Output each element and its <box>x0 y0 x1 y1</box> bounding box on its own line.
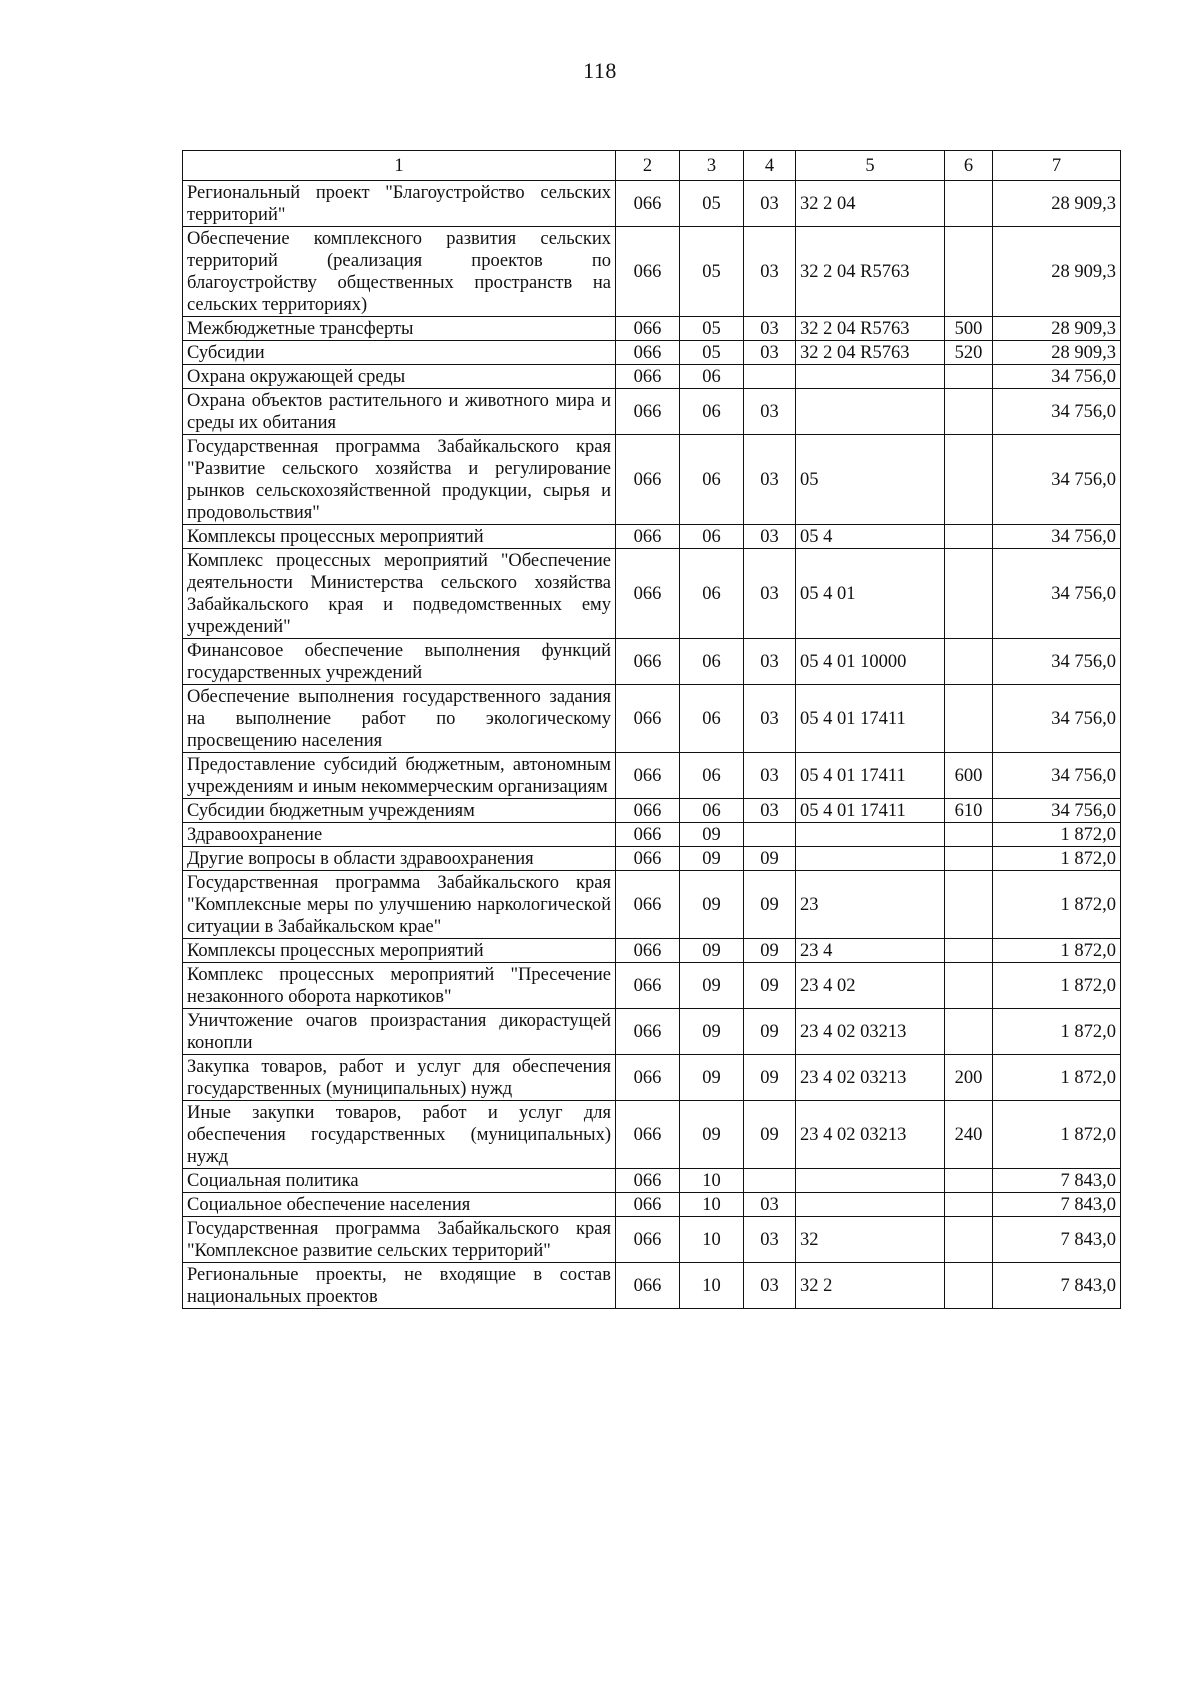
cell-target-article: 32 2 04 R5763 <box>796 227 945 317</box>
cell-name: Субсидии бюджетным учреждениям <box>183 799 616 823</box>
cell-amount: 1 872,0 <box>993 823 1121 847</box>
cell-section: 09 <box>680 963 744 1009</box>
cell-target-article: 05 4 01 <box>796 549 945 639</box>
table-row <box>183 1169 1121 1193</box>
cell-target-article: 05 4 01 17411 <box>796 685 945 753</box>
column-header: 4 <box>744 151 796 181</box>
cell-target-article: 32 2 04 <box>796 181 945 227</box>
cell-admin-code: 066 <box>616 939 680 963</box>
cell-section: 10 <box>680 1193 744 1217</box>
cell-amount: 34 756,0 <box>993 753 1121 799</box>
cell-expense-type: 200 <box>945 1055 993 1101</box>
cell-name: Другие вопросы в области здравоохранения <box>183 847 616 871</box>
cell-admin-code: 066 <box>616 685 680 753</box>
cell-target-article <box>796 389 945 435</box>
cell-subsection: 09 <box>744 1009 796 1055</box>
cell-admin-code: 066 <box>616 753 680 799</box>
cell-expense-type <box>945 365 993 389</box>
cell-admin-code: 066 <box>616 181 680 227</box>
cell-name: Здравоохранение <box>183 823 616 847</box>
cell-target-article: 23 4 02 03213 <box>796 1055 945 1101</box>
cell-expense-type <box>945 639 993 685</box>
table-row <box>183 823 1121 847</box>
cell-amount: 34 756,0 <box>993 685 1121 753</box>
cell-amount: 7 843,0 <box>993 1193 1121 1217</box>
cell-expense-type <box>945 1217 993 1263</box>
table-row <box>183 871 1121 939</box>
cell-name: Комплексы процессных мероприятий <box>183 525 616 549</box>
cell-expense-type <box>945 823 993 847</box>
cell-expense-type: 610 <box>945 799 993 823</box>
cell-name: Закупка товаров, работ и услуг для обеспечения государственных (муниципальных) нужд <box>183 1055 616 1101</box>
cell-admin-code: 066 <box>616 435 680 525</box>
column-header: 3 <box>680 151 744 181</box>
cell-section: 06 <box>680 525 744 549</box>
table-row <box>183 939 1121 963</box>
cell-expense-type <box>945 435 993 525</box>
cell-subsection: 09 <box>744 871 796 939</box>
cell-subsection: 03 <box>744 639 796 685</box>
table-row <box>183 1009 1121 1055</box>
cell-subsection: 03 <box>744 435 796 525</box>
cell-amount: 7 843,0 <box>993 1169 1121 1193</box>
table-row <box>183 389 1121 435</box>
table-row <box>183 1263 1121 1309</box>
cell-expense-type <box>945 389 993 435</box>
table-row <box>183 1217 1121 1263</box>
cell-section: 10 <box>680 1217 744 1263</box>
table-row <box>183 435 1121 525</box>
cell-target-article: 23 4 <box>796 939 945 963</box>
column-header: 7 <box>993 151 1121 181</box>
cell-expense-type <box>945 1263 993 1309</box>
cell-section: 10 <box>680 1263 744 1309</box>
cell-admin-code: 066 <box>616 847 680 871</box>
cell-expense-type: 520 <box>945 341 993 365</box>
cell-name: Государственная программа Забайкальского края "Развитие сельского хозяйства и регулирование рынков сельскохозяйственной продукции, сырья и продовольствия" <box>183 435 616 525</box>
cell-subsection <box>744 823 796 847</box>
cell-expense-type <box>945 525 993 549</box>
cell-section: 09 <box>680 847 744 871</box>
table-row <box>183 639 1121 685</box>
table-row <box>183 799 1121 823</box>
cell-section: 05 <box>680 341 744 365</box>
cell-name: Региональные проекты, не входящие в состав национальных проектов <box>183 1263 616 1309</box>
cell-section: 09 <box>680 823 744 847</box>
cell-name: Обеспечение комплексного развития сельских территорий (реализация проектов по благоустройству общественных пространств на сельских территориях) <box>183 227 616 317</box>
cell-admin-code: 066 <box>616 365 680 389</box>
cell-section: 06 <box>680 549 744 639</box>
table-row <box>183 525 1121 549</box>
cell-target-article <box>796 1193 945 1217</box>
cell-subsection: 09 <box>744 963 796 1009</box>
cell-section: 09 <box>680 1009 744 1055</box>
cell-admin-code: 066 <box>616 799 680 823</box>
cell-subsection: 09 <box>744 939 796 963</box>
cell-amount: 7 843,0 <box>993 1217 1121 1263</box>
cell-admin-code: 066 <box>616 1009 680 1055</box>
cell-target-article <box>796 1169 945 1193</box>
cell-section: 10 <box>680 1169 744 1193</box>
cell-section: 05 <box>680 181 744 227</box>
cell-target-article: 05 4 01 10000 <box>796 639 945 685</box>
cell-admin-code: 066 <box>616 227 680 317</box>
cell-subsection <box>744 1169 796 1193</box>
table-row <box>183 317 1121 341</box>
cell-subsection: 09 <box>744 1101 796 1169</box>
table-row <box>183 1193 1121 1217</box>
cell-expense-type <box>945 1193 993 1217</box>
cell-amount: 1 872,0 <box>993 939 1121 963</box>
cell-subsection: 03 <box>744 753 796 799</box>
cell-admin-code: 066 <box>616 1169 680 1193</box>
cell-name: Комплекс процессных мероприятий "Пресечение незаконного оборота наркотиков" <box>183 963 616 1009</box>
cell-name: Государственная программа Забайкальского края "Комплексные меры по улучшению наркологической ситуации в Забайкальском крае" <box>183 871 616 939</box>
cell-section: 05 <box>680 317 744 341</box>
cell-target-article: 32 2 04 R5763 <box>796 341 945 365</box>
cell-name: Социальная политика <box>183 1169 616 1193</box>
cell-subsection: 03 <box>744 389 796 435</box>
cell-section: 09 <box>680 871 744 939</box>
budget-table <box>182 150 1121 1309</box>
cell-expense-type: 240 <box>945 1101 993 1169</box>
cell-amount: 34 756,0 <box>993 525 1121 549</box>
cell-expense-type <box>945 227 993 317</box>
table-row <box>183 227 1121 317</box>
cell-section: 06 <box>680 639 744 685</box>
cell-admin-code: 066 <box>616 389 680 435</box>
column-header: 1 <box>183 151 616 181</box>
cell-name: Комплекс процессных мероприятий "Обеспечение деятельности Министерства сельского хозяйства Забайкальского края и подведомственных ему учреждений" <box>183 549 616 639</box>
cell-admin-code: 066 <box>616 549 680 639</box>
table-row <box>183 341 1121 365</box>
cell-admin-code: 066 <box>616 525 680 549</box>
cell-admin-code: 066 <box>616 871 680 939</box>
cell-admin-code: 066 <box>616 1101 680 1169</box>
cell-admin-code: 066 <box>616 1263 680 1309</box>
cell-admin-code: 066 <box>616 1193 680 1217</box>
cell-expense-type: 500 <box>945 317 993 341</box>
cell-section: 06 <box>680 435 744 525</box>
cell-section: 09 <box>680 1101 744 1169</box>
cell-amount: 34 756,0 <box>993 549 1121 639</box>
column-header: 5 <box>796 151 945 181</box>
cell-target-article: 32 2 04 R5763 <box>796 317 945 341</box>
cell-amount: 34 756,0 <box>993 365 1121 389</box>
column-header: 6 <box>945 151 993 181</box>
cell-section: 06 <box>680 685 744 753</box>
cell-section: 09 <box>680 1055 744 1101</box>
cell-subsection: 03 <box>744 227 796 317</box>
cell-section: 06 <box>680 753 744 799</box>
table-row <box>183 685 1121 753</box>
table-row <box>183 753 1121 799</box>
page-number: 118 <box>583 58 617 83</box>
cell-name: Финансовое обеспечение выполнения функций государственных учреждений <box>183 639 616 685</box>
cell-name: Социальное обеспечение населения <box>183 1193 616 1217</box>
cell-expense-type <box>945 1009 993 1055</box>
cell-name: Охрана объектов растительного и животного мира и среды их обитания <box>183 389 616 435</box>
cell-subsection: 03 <box>744 549 796 639</box>
cell-section: 09 <box>680 939 744 963</box>
cell-amount: 1 872,0 <box>993 1009 1121 1055</box>
column-header: 2 <box>616 151 680 181</box>
cell-subsection: 09 <box>744 1055 796 1101</box>
table-row <box>183 549 1121 639</box>
cell-target-article: 23 <box>796 871 945 939</box>
cell-name: Комплексы процессных мероприятий <box>183 939 616 963</box>
cell-target-article: 05 4 01 17411 <box>796 753 945 799</box>
cell-amount: 28 909,3 <box>993 317 1121 341</box>
cell-target-article: 23 4 02 <box>796 963 945 1009</box>
cell-expense-type <box>945 549 993 639</box>
cell-name: Государственная программа Забайкальского края "Комплексное развитие сельских территорий" <box>183 1217 616 1263</box>
cell-name: Охрана окружающей среды <box>183 365 616 389</box>
cell-name: Региональный проект "Благоустройство сельских территорий" <box>183 181 616 227</box>
cell-amount: 7 843,0 <box>993 1263 1121 1309</box>
cell-admin-code: 066 <box>616 823 680 847</box>
table-row <box>183 1055 1121 1101</box>
cell-target-article <box>796 365 945 389</box>
cell-expense-type <box>945 963 993 1009</box>
cell-subsection: 03 <box>744 525 796 549</box>
cell-name: Обеспечение выполнения государственного задания на выполнение работ по экологическому просвещению населения <box>183 685 616 753</box>
cell-section: 06 <box>680 799 744 823</box>
cell-expense-type <box>945 685 993 753</box>
cell-expense-type <box>945 1169 993 1193</box>
table-row <box>183 365 1121 389</box>
cell-subsection <box>744 365 796 389</box>
cell-section: 06 <box>680 365 744 389</box>
cell-target-article: 23 4 02 03213 <box>796 1101 945 1169</box>
cell-name: Иные закупки товаров, работ и услуг для обеспечения государственных (муниципальных) нужд <box>183 1101 616 1169</box>
cell-name: Уничтожение очагов произрастания дикорастущей конопли <box>183 1009 616 1055</box>
cell-target-article: 23 4 02 03213 <box>796 1009 945 1055</box>
cell-amount: 1 872,0 <box>993 871 1121 939</box>
cell-subsection: 03 <box>744 341 796 365</box>
table-header-row <box>183 151 1121 181</box>
cell-subsection: 03 <box>744 1217 796 1263</box>
cell-expense-type <box>945 939 993 963</box>
table-row <box>183 181 1121 227</box>
cell-section: 05 <box>680 227 744 317</box>
cell-admin-code: 066 <box>616 341 680 365</box>
cell-amount: 1 872,0 <box>993 963 1121 1009</box>
cell-amount: 28 909,3 <box>993 341 1121 365</box>
table-body <box>183 181 1121 1309</box>
cell-expense-type <box>945 181 993 227</box>
cell-admin-code: 066 <box>616 1217 680 1263</box>
cell-subsection: 03 <box>744 1193 796 1217</box>
cell-amount: 34 756,0 <box>993 639 1121 685</box>
cell-amount: 28 909,3 <box>993 227 1121 317</box>
cell-name: Субсидии <box>183 341 616 365</box>
cell-admin-code: 066 <box>616 317 680 341</box>
cell-target-article: 05 4 01 17411 <box>796 799 945 823</box>
cell-admin-code: 066 <box>616 639 680 685</box>
cell-name: Предоставление субсидий бюджетным, автономным учреждениям и иным некоммерческим организациям <box>183 753 616 799</box>
cell-subsection: 03 <box>744 317 796 341</box>
cell-subsection: 03 <box>744 1263 796 1309</box>
cell-section: 06 <box>680 389 744 435</box>
cell-target-article: 32 2 <box>796 1263 945 1309</box>
cell-name: Межбюджетные трансферты <box>183 317 616 341</box>
cell-target-article: 32 <box>796 1217 945 1263</box>
cell-subsection: 09 <box>744 847 796 871</box>
cell-subsection: 03 <box>744 799 796 823</box>
cell-subsection: 03 <box>744 685 796 753</box>
cell-target-article <box>796 847 945 871</box>
cell-expense-type: 600 <box>945 753 993 799</box>
cell-expense-type <box>945 871 993 939</box>
table-row <box>183 963 1121 1009</box>
cell-target-article: 05 4 <box>796 525 945 549</box>
cell-amount: 34 756,0 <box>993 389 1121 435</box>
table-row <box>183 1101 1121 1169</box>
cell-admin-code: 066 <box>616 1055 680 1101</box>
cell-amount: 34 756,0 <box>993 799 1121 823</box>
cell-expense-type <box>945 847 993 871</box>
cell-target-article: 05 <box>796 435 945 525</box>
cell-amount: 28 909,3 <box>993 181 1121 227</box>
cell-amount: 1 872,0 <box>993 847 1121 871</box>
cell-amount: 34 756,0 <box>993 435 1121 525</box>
table-row <box>183 847 1121 871</box>
cell-target-article <box>796 823 945 847</box>
cell-amount: 1 872,0 <box>993 1055 1121 1101</box>
cell-admin-code: 066 <box>616 963 680 1009</box>
cell-amount: 1 872,0 <box>993 1101 1121 1169</box>
cell-subsection: 03 <box>744 181 796 227</box>
